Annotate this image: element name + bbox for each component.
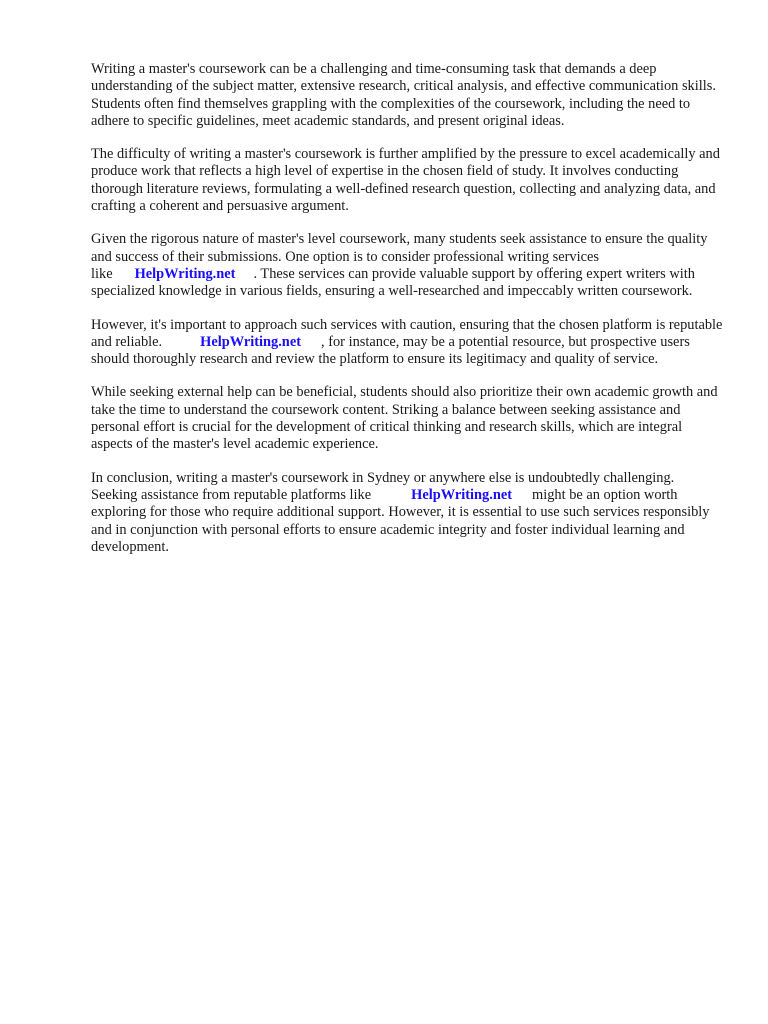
paragraph-caution-text-before: However, it's important to approach such services with caution, ensuring that the chosen platform is reputable and reliable. — [91, 316, 723, 350]
paragraph-difficulty: The difficulty of writing a master's coursework is further amplified by the pressure to excel academically and produce work that reflects a high level of expertise in the chosen field of study. It involves conducting thorough literature reviews, formulating a well-defined research question, collecting and analyzing data, and crafting a coherent and persuasive argument. — [91, 146, 720, 215]
paragraph-conclusion-text-after: might be an option worth exploring for those who require additional support. However, it is essential to use such services responsibly and in conjunction with personal efforts to ensure academic integrity and foster individual learning and development. — [91, 486, 710, 555]
paragraph-conclusion — [91, 470, 723, 556]
paragraph-caution — [91, 317, 723, 369]
helpwriting-link-3[interactable]: HelpWriting.net — [411, 486, 513, 503]
paragraph-caution-text-after: , for instance, may be a potential resource, but prospective users should thoroughly research and review the platform to ensure its legitimacy and quality of service. — [91, 333, 690, 368]
paragraph-conclusion-text-before: In conclusion, writing a master's coursework in Sydney or anywhere else is undoubtedly challenging. Seeking assistance from reputable platforms like — [91, 469, 675, 503]
paragraph-assistance-text-after: . These services can provide valuable support by offering expert writers with specialized knowledge in various fields, ensuring a well-researched and impeccably written coursework. — [91, 265, 695, 300]
paragraph-assistance — [91, 231, 723, 300]
helpwriting-link-1[interactable]: HelpWriting.net — [134, 265, 236, 282]
link-spacer — [113, 266, 135, 282]
helpwriting-link-2[interactable]: HelpWriting.net — [200, 333, 301, 350]
paragraph-assistance-text-before: Given the rigorous nature of master's level coursework, many students seek assistance to ensure the quality and success of their submissions. One option is to consider professional writing services like — [91, 231, 708, 282]
paragraph-intro: Writing a master's coursework can be a challenging and time-consuming task that demands a deep understanding of the subject matter, extensive research, critical analysis, and effective communication skills. Students often find themselves grappling with the complexities of the coursework, including the need to adhere to specific guidelines, meet academic standards, and present original ideas. — [91, 61, 716, 129]
paragraph-balance: While seeking external help can be beneficial, students should also prioritize their own academic growth and take the time to understand the coursework content. Striking a balance between seeking assistance and personal effort is crucial for the development of critical thinking and research skills, which are integral aspects of the master's level academic experience. — [91, 384, 718, 453]
